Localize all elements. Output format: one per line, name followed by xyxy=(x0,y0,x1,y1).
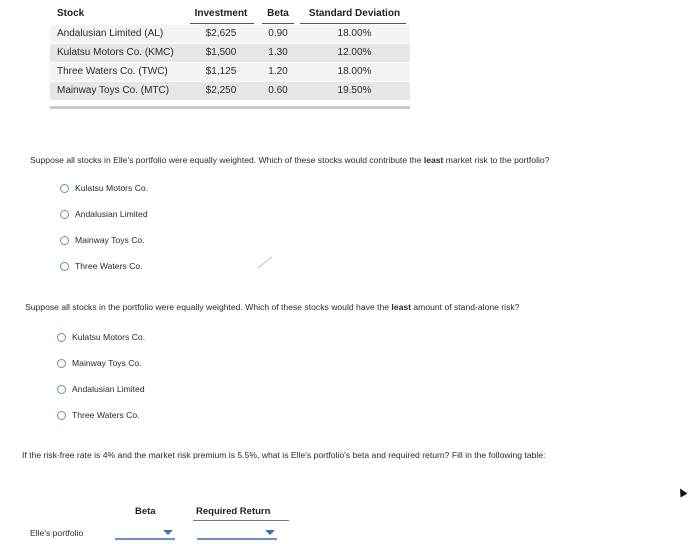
mouse-pointer-icon xyxy=(677,487,688,498)
question-1-emphasis: least xyxy=(423,155,444,165)
question-1-post: market risk to the portfolio? xyxy=(443,155,550,165)
cell-standard-deviation: 18.00% xyxy=(299,24,410,43)
header-underline xyxy=(262,23,294,24)
option-label: Three Waters Co. xyxy=(75,261,143,271)
radio-circle-icon[interactable] xyxy=(57,385,66,394)
cell-beta: 1.30 xyxy=(257,43,299,62)
required-return-select[interactable] xyxy=(197,524,277,540)
q1-option-mainway[interactable] xyxy=(60,235,145,245)
header-stock: Stock xyxy=(50,4,185,24)
beta-select[interactable] xyxy=(115,524,175,540)
cell-standard-deviation: 19.50% xyxy=(299,81,410,100)
question-1-pre: Suppose all stocks in Elle's portfolio were equally weighted. Which of these stocks would contribute the xyxy=(30,155,424,165)
radio-circle-icon[interactable] xyxy=(60,184,69,193)
table-row xyxy=(50,62,410,81)
stock-table-header xyxy=(50,4,410,24)
radio-circle-icon[interactable] xyxy=(60,236,69,245)
q2-option-kulatsu[interactable] xyxy=(57,332,145,342)
cell-beta: 0.60 xyxy=(257,81,299,100)
header-underline xyxy=(300,23,406,24)
cell-investment: $2,250 xyxy=(185,81,257,100)
cell-beta: 1.20 xyxy=(257,62,299,81)
question-2-text xyxy=(25,302,519,312)
option-label: Kulatsu Motors Co. xyxy=(75,183,149,193)
table-bottom-rule xyxy=(50,106,410,109)
question-2-post: amount of stand-alone risk? xyxy=(411,302,520,312)
q1-option-kulatsu[interactable] xyxy=(60,183,148,193)
cell-stock: Andalusian Limited (AL) xyxy=(50,24,185,43)
option-label: Three Waters Co. xyxy=(72,410,140,420)
question-2-emphasis: least xyxy=(391,302,411,312)
header-underline xyxy=(190,23,254,24)
row-label-elles-portfolio: Elle's portfolio xyxy=(30,528,84,538)
q1-option-andalusian[interactable] xyxy=(60,209,148,219)
dropdown-caret-icon[interactable] xyxy=(163,530,173,535)
option-label: Kulatsu Motors Co. xyxy=(72,332,146,342)
radio-circle-icon[interactable] xyxy=(57,411,66,420)
option-label: Andalusian Limited xyxy=(72,384,145,394)
table-row xyxy=(50,43,410,62)
header-standard-deviation: Standard Deviation xyxy=(299,4,410,24)
cell-beta: 0.90 xyxy=(257,24,299,43)
column-header-beta: Beta xyxy=(135,506,156,517)
radio-circle-icon[interactable] xyxy=(60,262,69,271)
option-label: Mainway Toys Co. xyxy=(72,358,142,368)
column-header-required-return: Required Return xyxy=(196,506,271,517)
cell-stock: Three Waters Co. (TWC) xyxy=(50,62,185,81)
cell-investment: $1,125 xyxy=(185,62,257,81)
option-label: Andalusian Limited xyxy=(75,209,148,219)
dropdown-caret-icon[interactable] xyxy=(265,530,275,535)
cell-stock: Mainway Toys Co. (MTC) xyxy=(50,81,185,100)
q2-option-three-waters[interactable] xyxy=(57,410,140,420)
q2-option-andalusian[interactable] xyxy=(57,384,145,394)
cell-investment: $2,625 xyxy=(185,24,257,43)
radio-circle-icon[interactable] xyxy=(57,333,66,342)
question-2-pre: Suppose all stocks in the portfolio were equally weighted. Which of these stocks would have the xyxy=(25,302,392,312)
table-row xyxy=(50,81,410,100)
q2-option-mainway[interactable] xyxy=(57,358,142,368)
stock-table xyxy=(50,4,410,100)
question-1-text xyxy=(30,155,549,165)
stray-mark xyxy=(258,257,273,269)
radio-circle-icon[interactable] xyxy=(60,210,69,219)
cell-investment: $1,500 xyxy=(185,43,257,62)
header-beta: Beta xyxy=(257,4,299,24)
q1-option-three-waters[interactable] xyxy=(60,261,143,271)
cell-standard-deviation: 18.00% xyxy=(299,62,410,81)
question-3-text: If the risk-free rate is 4% and the market risk premium is 5.5%, what is Elle's portfolio's beta and required return? Fill in the following table: xyxy=(22,450,546,460)
header-investment: Investment xyxy=(185,4,257,24)
table-row xyxy=(50,24,410,43)
option-label: Mainway Toys Co. xyxy=(75,235,145,245)
cell-stock: Kulatsu Motors Co. (KMC) xyxy=(50,43,185,62)
radio-circle-icon[interactable] xyxy=(57,359,66,368)
header-underline xyxy=(193,520,289,521)
cell-standard-deviation: 12.00% xyxy=(299,43,410,62)
